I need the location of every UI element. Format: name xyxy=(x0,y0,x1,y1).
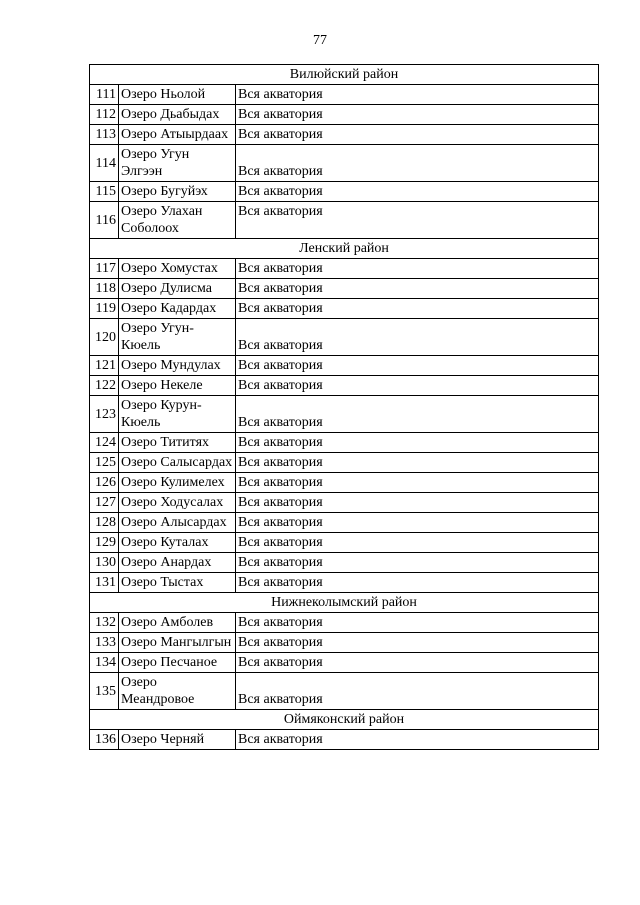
lake-name: Озеро Улахан Соболоох xyxy=(119,202,236,239)
row-number: 115 xyxy=(90,182,119,202)
row-number: 117 xyxy=(90,259,119,279)
table-row xyxy=(90,473,599,493)
lake-name: Озеро Алысардах xyxy=(119,513,236,533)
row-number: 132 xyxy=(90,613,119,633)
row-number: 111 xyxy=(90,85,119,105)
row-number: 131 xyxy=(90,573,119,593)
water-area: Вся акватория xyxy=(236,182,599,202)
table-row xyxy=(90,653,599,673)
water-area: Вся акватория xyxy=(236,433,599,453)
water-area: Вся акватория xyxy=(236,493,599,513)
district-name: Оймяконский район xyxy=(90,710,599,730)
district-header-row xyxy=(90,65,599,85)
lake-name: Озеро Амболев xyxy=(119,613,236,633)
lake-name: Озеро Ньолой xyxy=(119,85,236,105)
row-number: 128 xyxy=(90,513,119,533)
district-name: Ленский район xyxy=(90,239,599,259)
district-header-row xyxy=(90,710,599,730)
row-number: 130 xyxy=(90,553,119,573)
row-number: 119 xyxy=(90,299,119,319)
table-row xyxy=(90,553,599,573)
table-row xyxy=(90,105,599,125)
table-row xyxy=(90,376,599,396)
water-area: Вся акватория xyxy=(236,453,599,473)
page-number: 77 xyxy=(313,33,327,48)
water-area: Вся акватория xyxy=(236,376,599,396)
lake-name: Озеро Салысардах xyxy=(119,453,236,473)
row-number: 121 xyxy=(90,356,119,376)
lake-name: Озеро Анардах xyxy=(119,553,236,573)
water-area: Вся акватория xyxy=(236,553,599,573)
water-area: Вся акватория xyxy=(236,573,599,593)
row-number: 120 xyxy=(90,319,119,356)
table-row xyxy=(90,319,599,356)
lake-name: Озеро Меандровое xyxy=(119,673,236,710)
water-area: Вся акватория xyxy=(236,259,599,279)
table-row xyxy=(90,259,599,279)
row-number: 123 xyxy=(90,396,119,433)
water-area: Вся акватория xyxy=(236,125,599,145)
water-area: Вся акватория xyxy=(236,730,599,750)
row-number: 116 xyxy=(90,202,119,239)
table-row xyxy=(90,633,599,653)
water-area: Вся акватория xyxy=(236,85,599,105)
table-row xyxy=(90,573,599,593)
water-area: Вся акватория xyxy=(236,202,599,239)
row-number: 118 xyxy=(90,279,119,299)
lake-name: Озеро Некеле xyxy=(119,376,236,396)
water-area: Вся акватория xyxy=(236,299,599,319)
lake-name: Озеро Угун-Кюель xyxy=(119,319,236,356)
table-row xyxy=(90,125,599,145)
lake-name: Озеро Мангылгын xyxy=(119,633,236,653)
water-area: Вся акватория xyxy=(236,319,599,356)
water-area: Вся акватория xyxy=(236,145,599,182)
table-row xyxy=(90,493,599,513)
row-number: 114 xyxy=(90,145,119,182)
water-area: Вся акватория xyxy=(236,396,599,433)
lake-name: Озеро Мундулах xyxy=(119,356,236,376)
district-name: Вилюйский район xyxy=(90,65,599,85)
table-row xyxy=(90,396,599,433)
district-name: Нижнеколымский район xyxy=(90,593,599,613)
lakes-table-body xyxy=(90,65,599,750)
table-row xyxy=(90,182,599,202)
lake-name: Озеро Ходусалах xyxy=(119,493,236,513)
row-number: 124 xyxy=(90,433,119,453)
row-number: 129 xyxy=(90,533,119,553)
water-area: Вся акватория xyxy=(236,673,599,710)
district-header-row xyxy=(90,593,599,613)
lake-name: Озеро Кадардах xyxy=(119,299,236,319)
lake-name: Озеро Черняй xyxy=(119,730,236,750)
water-area: Вся акватория xyxy=(236,513,599,533)
lake-name: Озеро Кулимелех xyxy=(119,473,236,493)
table-row xyxy=(90,730,599,750)
row-number: 133 xyxy=(90,633,119,653)
table-row xyxy=(90,145,599,182)
lake-name: Озеро Песчаное xyxy=(119,653,236,673)
water-area: Вся акватория xyxy=(236,356,599,376)
row-number: 112 xyxy=(90,105,119,125)
lake-name: Озеро Угун Элгээн xyxy=(119,145,236,182)
lake-name: Озеро Хомустах xyxy=(119,259,236,279)
lake-name: Озеро Курун-Кюель xyxy=(119,396,236,433)
water-area: Вся акватория xyxy=(236,105,599,125)
row-number: 125 xyxy=(90,453,119,473)
lake-name: Озеро Тититях xyxy=(119,433,236,453)
row-number: 127 xyxy=(90,493,119,513)
lake-name: Озеро Атыырдаах xyxy=(119,125,236,145)
table-row xyxy=(90,85,599,105)
table-row xyxy=(90,673,599,710)
lake-name: Озеро Дулисма xyxy=(119,279,236,299)
water-area: Вся акватория xyxy=(236,613,599,633)
row-number: 126 xyxy=(90,473,119,493)
table-row xyxy=(90,533,599,553)
lake-name: Озеро Дьабыдах xyxy=(119,105,236,125)
row-number: 136 xyxy=(90,730,119,750)
row-number: 113 xyxy=(90,125,119,145)
row-number: 134 xyxy=(90,653,119,673)
district-header-row xyxy=(90,239,599,259)
table-row xyxy=(90,202,599,239)
water-area: Вся акватория xyxy=(236,633,599,653)
table-row xyxy=(90,453,599,473)
table-row xyxy=(90,299,599,319)
water-area: Вся акватория xyxy=(236,533,599,553)
lake-name: Озеро Куталах xyxy=(119,533,236,553)
table-row xyxy=(90,356,599,376)
lakes-table xyxy=(89,64,599,750)
water-area: Вся акватория xyxy=(236,279,599,299)
water-area: Вся акватория xyxy=(236,473,599,493)
water-area: Вся акватория xyxy=(236,653,599,673)
table-row xyxy=(90,513,599,533)
table-row xyxy=(90,279,599,299)
table-row xyxy=(90,433,599,453)
lake-name: Озеро Тыстах xyxy=(119,573,236,593)
row-number: 122 xyxy=(90,376,119,396)
row-number: 135 xyxy=(90,673,119,710)
table-row xyxy=(90,613,599,633)
lake-name: Озеро Бугуйэх xyxy=(119,182,236,202)
